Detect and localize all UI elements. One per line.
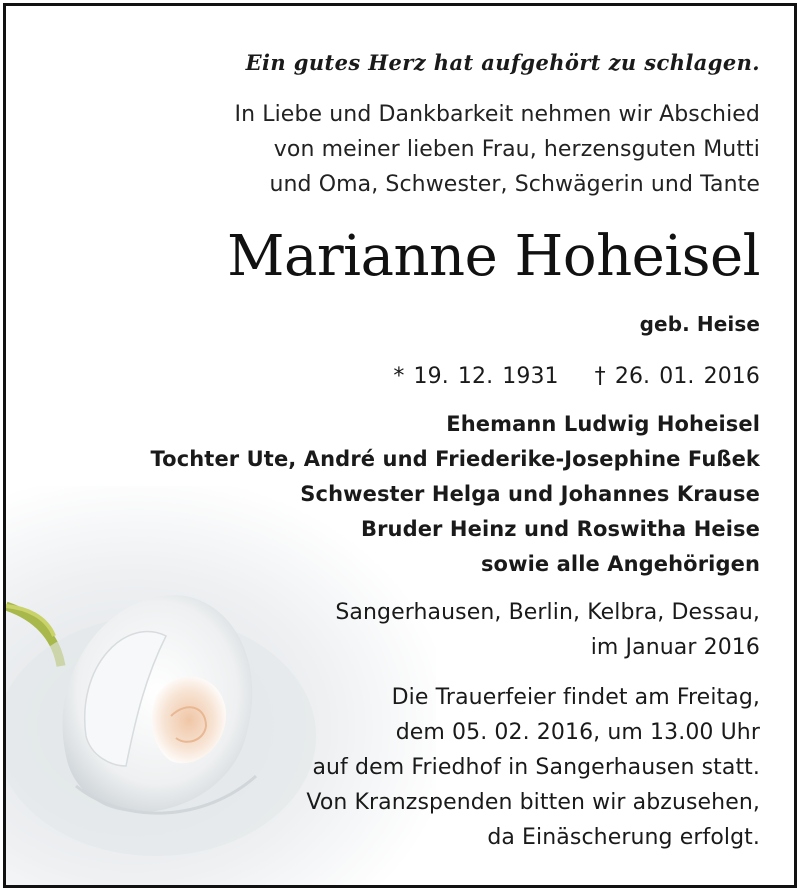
intro-line: In Liebe und Dankbarkeit nehmen wir Abschied [234,102,760,127]
mourner-line: Bruder Heinz und Roswitha Heise [360,517,760,541]
mourner-line: Schwester Helga und Johannes Krause [300,482,760,506]
date-line: im Januar 2016 [590,635,760,660]
birth-date: * 19. 12. 1931 [393,364,559,389]
intro-line: von meiner lieben Frau, herzensguten Mutti [273,137,760,162]
death-date: † 26. 01. 2016 [594,364,760,389]
funeral-notice-line: auf dem Friedhof in Sangerhausen statt. [312,755,760,780]
mourner-line: sowie alle Angehörigen [480,552,760,576]
place-line: Sangerhausen, Berlin, Kelbra, Dessau, [335,600,760,625]
obituary-frame [3,3,797,888]
mourner-line: Ehemann Ludwig Hoheisel [446,412,760,436]
deceased-name: Marianne Hoheisel [227,224,760,289]
motto-line: Ein gutes Herz hat aufgehört zu schlagen. [245,50,760,75]
mourner-line: Tochter Ute, André und Friederike-Josephine Fußek [150,447,760,471]
intro-line: und Oma, Schwester, Schwägerin und Tante [269,172,760,197]
funeral-notice-line: da Einäscherung erfolgt. [487,825,760,850]
maiden-name: geb. Heise [639,312,760,336]
white-rose-image [6,546,336,886]
funeral-notice-line: Von Kranzspenden bitten wir abzusehen, [306,790,760,815]
funeral-notice-line: dem 05. 02. 2016, um 13.00 Uhr [395,720,760,745]
life-dates [393,364,760,389]
funeral-notice-line: Die Trauerfeier findet am Freitag, [391,685,760,710]
